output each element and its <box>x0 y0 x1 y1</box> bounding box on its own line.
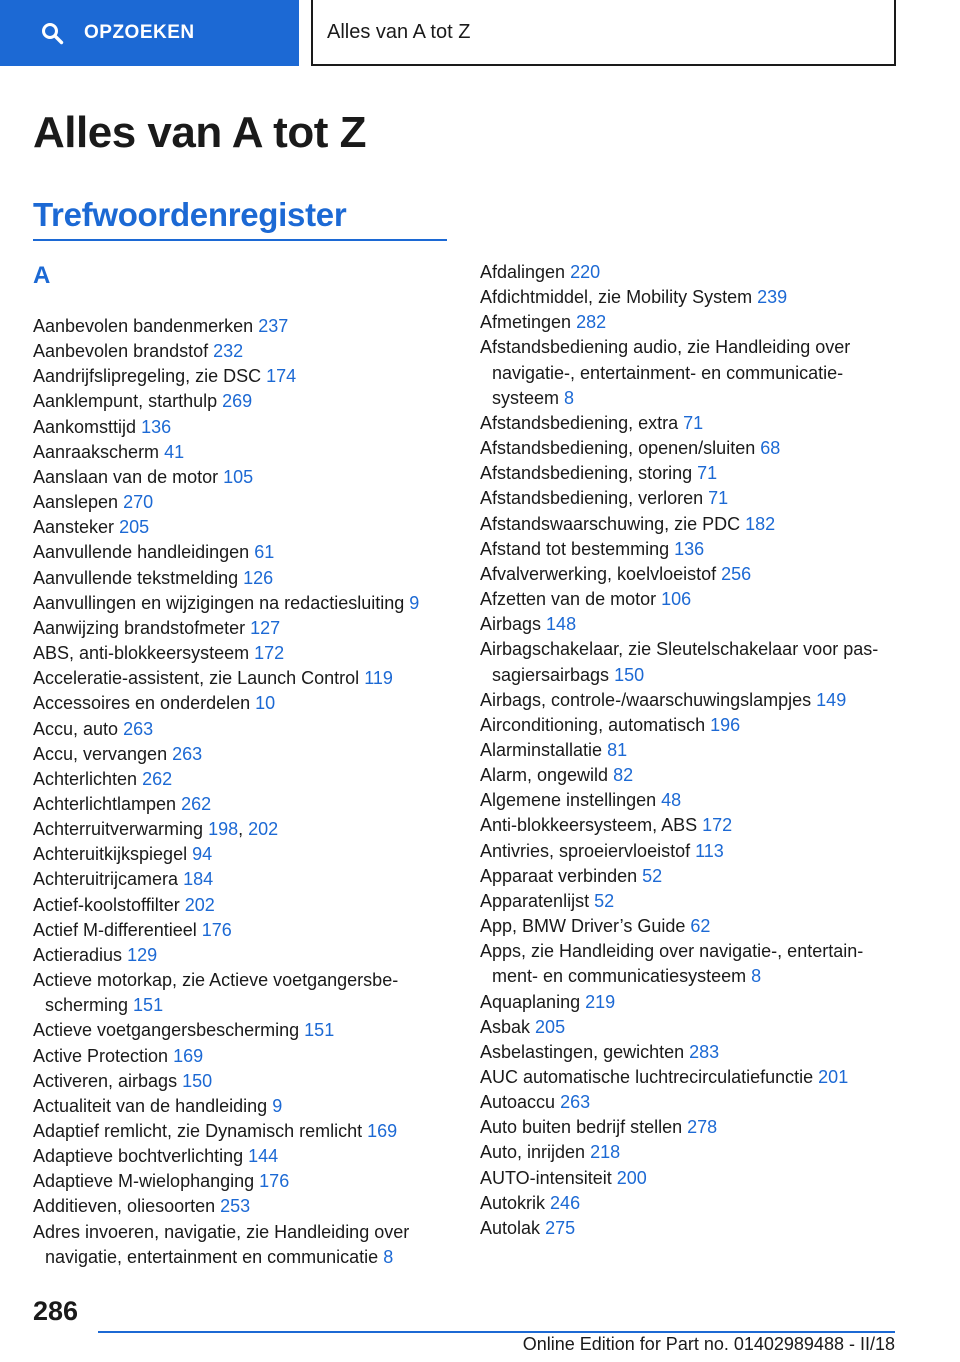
page-ref-link[interactable]: 52 <box>594 890 615 911</box>
page-ref-link[interactable]: 136 <box>141 416 172 437</box>
index-entry <box>480 1191 900 1216</box>
index-entry <box>480 461 900 486</box>
index-entry-text: Aanvullende handleidingen <box>33 542 250 563</box>
page-ref-link[interactable]: 94 <box>192 844 213 865</box>
index-entry-text: Aanvullende tekstmelding <box>33 567 239 588</box>
page-ref-link[interactable]: 269 <box>222 391 253 412</box>
index-entry-text: Aanvullingen en wijzigingen na redactiesluiting <box>33 592 405 613</box>
index-entry-text: Aanbevolen bandenmerken <box>33 316 254 336</box>
page-ref-link[interactable]: 262 <box>142 768 173 789</box>
index-entry-text: Afzetten van de motor <box>480 589 657 610</box>
index-entry: Achterruitverwarming 198, 202 <box>33 819 279 840</box>
page-ref-link[interactable]: 10 <box>255 693 276 714</box>
page-ref-link[interactable]: 263 <box>172 743 203 764</box>
page-ref-link[interactable]: 136 <box>674 538 705 559</box>
index-entry-text: Aansteker <box>33 517 115 538</box>
index-entry-text: Aandrijfslipregeling, zie DSC <box>33 366 262 387</box>
index-entry <box>33 364 453 389</box>
index-entry <box>33 1094 453 1119</box>
search-tab[interactable] <box>0 0 299 66</box>
index-entry-text: Aanbevolen brandstof <box>33 341 209 362</box>
index-entry <box>33 742 453 767</box>
index-entry <box>33 867 453 892</box>
index-entry <box>33 1044 453 1069</box>
page-ref-link[interactable]: 150 <box>614 664 645 685</box>
page-ref-link[interactable]: 263 <box>123 718 154 739</box>
page-ref-link[interactable]: 262 <box>181 793 212 814</box>
index-entry-text: Afstandsbediening, openen/sluiten <box>480 438 756 459</box>
index-entry-text: Accu, vervangen <box>33 743 168 764</box>
index-entry-text: Adaptieve bochtverlichting <box>33 1146 244 1167</box>
index-entry <box>480 864 900 889</box>
page-ref-link[interactable]: 169 <box>173 1045 204 1066</box>
index-entry <box>480 411 900 436</box>
page-ref-link[interactable]: 81 <box>607 739 628 760</box>
page-ref-link[interactable]: 205 <box>535 1016 566 1037</box>
index-entry-text: Asbak <box>480 1016 531 1037</box>
page-ref-link[interactable]: 71 <box>697 463 718 484</box>
index-entry-text: Afdalingen <box>480 262 566 282</box>
index-entry-text: Airbagschakelaar, zie Sleutelschakelaar voor pas-sagiersairbags <box>480 639 879 685</box>
index-entry-text: Accu, auto <box>33 718 119 739</box>
page-ref-link[interactable]: 150 <box>182 1070 213 1091</box>
page-ref-link[interactable]: 8 <box>751 966 762 987</box>
index-entry <box>480 788 900 813</box>
index-entry-text: Accessoires en onderdelen <box>33 693 251 714</box>
index-entry <box>480 990 900 1015</box>
index-entry <box>480 562 900 587</box>
index-entry-text: Afmetingen <box>480 312 572 333</box>
index-entry-text: Achteruitrijcamera <box>33 869 179 890</box>
page-ref-link[interactable]: 253 <box>220 1196 251 1217</box>
page-ref-link[interactable]: 106 <box>661 589 692 610</box>
letter-heading: A <box>33 262 51 289</box>
index-entry <box>33 616 453 641</box>
page-ref-link[interactable]: 202 <box>184 894 215 915</box>
page-ref-link[interactable]: 119 <box>364 668 393 689</box>
page-ref-link[interactable]: 232 <box>213 341 244 362</box>
index-entry <box>480 335 900 410</box>
index-entry <box>33 1069 453 1094</box>
page-ref-link[interactable]: 9 <box>272 1095 283 1116</box>
index-entry-text: AUC automatische luchtrecirculatiefunctie <box>480 1067 814 1087</box>
index-entry-text: Airconditioning, automatisch <box>480 714 706 735</box>
index-entry-text: Autolak <box>480 1217 541 1238</box>
index-entry-text: Afstandsbediening, storing <box>480 463 693 484</box>
index-entry-text: AUTO-intensiteit <box>480 1167 612 1188</box>
index-entry <box>480 1115 900 1140</box>
index-entry-text: ABS, anti-blokkeersysteem <box>33 643 250 664</box>
page-ref-link[interactable]: 218 <box>590 1142 621 1163</box>
index-entry-text: Afstand tot bestemming <box>480 538 670 559</box>
page-ref-link[interactable]: 246 <box>550 1192 581 1213</box>
page-ref-link[interactable]: 151 <box>304 1020 335 1041</box>
index-entry-text: Achterlichten <box>33 768 138 789</box>
index-entry <box>480 1216 900 1241</box>
index-entry <box>33 1144 453 1169</box>
index-entry-text: Afstandsbediening, extra <box>480 412 679 433</box>
index-entry <box>480 713 900 738</box>
index-entry-text: Aanslaan van de motor <box>33 466 219 487</box>
index-entry <box>33 767 453 792</box>
index-entry <box>33 666 453 691</box>
index-entry-text: Airbags, controle-/waarschuwingslampjes <box>480 689 812 710</box>
page-ref-link[interactable]: 68 <box>760 438 781 459</box>
index-entry <box>33 1018 453 1043</box>
index-entry-text: Aanwijzing brandstofmeter <box>33 617 246 638</box>
index-entry <box>33 566 453 591</box>
index-entry <box>480 1090 900 1115</box>
page-ref-link[interactable]: 282 <box>576 312 607 333</box>
index-entry <box>480 285 900 310</box>
page-ref-link[interactable]: 126 <box>243 567 274 588</box>
index-entry <box>480 486 900 511</box>
page-ref-link[interactable]: 169 <box>367 1121 398 1141</box>
page-number: 286 <box>33 1296 79 1326</box>
index-entry <box>33 1220 453 1270</box>
page-ref-link[interactable]: 196 <box>710 714 741 735</box>
index-entry-text: Anti-blokkeersysteem, ABS <box>480 815 698 836</box>
index-entry <box>480 939 900 989</box>
page-ref-link[interactable]: 283 <box>689 1041 720 1062</box>
page-ref-link[interactable]: 71 <box>708 488 729 509</box>
page-ref-link[interactable]: 275 <box>545 1217 576 1238</box>
index-entry-text: Apps, zie Handleiding over navigatie-, entertain-ment- en communicatiesysteem <box>480 941 864 987</box>
page-ref-link[interactable]: 270 <box>123 492 154 513</box>
index-entry <box>480 1166 900 1191</box>
page-ref-link[interactable]: 148 <box>546 614 577 635</box>
index-entry <box>480 1040 900 1065</box>
index-entry <box>480 637 900 687</box>
page-ref-link[interactable]: 182 <box>745 513 776 534</box>
page-ref-link[interactable]: 151 <box>133 995 164 1016</box>
index-entry <box>33 842 453 867</box>
search-tab-label: OPZOEKEN <box>84 22 195 43</box>
index-entry-text: Actieve voetgangersbescherming <box>33 1020 300 1041</box>
page-ref-link[interactable]: 184 <box>183 869 214 890</box>
page-ref-link[interactable]: 256 <box>721 563 752 584</box>
index-entry <box>33 591 453 616</box>
index-entry-text: Alarminstallatie <box>480 739 603 760</box>
index-entry <box>33 339 453 364</box>
page-ref-link[interactable]: 113 <box>695 840 724 861</box>
index-entry-text: Antivries, sproeiervloeistof <box>480 840 691 861</box>
page-ref-link[interactable]: 144 <box>248 1146 279 1167</box>
page-ref-link[interactable]: 172 <box>254 643 285 664</box>
index-entry <box>480 310 900 335</box>
index-entry <box>480 763 900 788</box>
breadcrumb[interactable] <box>311 0 896 66</box>
breadcrumb-label: Alles van A tot Z <box>327 20 471 43</box>
index-entry-text: Auto buiten bedrijf stellen <box>480 1117 683 1138</box>
index-entry-text: Auto, inrijden <box>480 1142 586 1163</box>
index-entry-text: Actieve motorkap, zie Actieve voetgangersbe-scherming <box>33 970 399 1016</box>
index-entry <box>480 1140 900 1165</box>
index-entry <box>480 839 900 864</box>
index-entry <box>33 465 453 490</box>
index-entry-text: Achterruitverwarming <box>33 819 204 840</box>
index-entry <box>33 792 453 817</box>
index-entry-text: App, BMW Driver’s Guide <box>480 916 686 937</box>
index-column-right <box>480 260 900 1241</box>
index-entry <box>33 314 453 339</box>
index-entry <box>480 436 900 461</box>
index-entry-text: Actief M-differentieel <box>33 919 197 940</box>
index-entry-text: Autokrik <box>480 1192 546 1213</box>
page-ref-link[interactable]: 82 <box>613 765 634 786</box>
index-entry <box>480 688 900 713</box>
page-ref-link[interactable]: 52 <box>642 865 663 886</box>
index-entry-text: Aankomsttijd <box>33 416 137 437</box>
page-ref-link[interactable]: 48 <box>661 790 682 811</box>
index-entry-text: Afvalverwerking, koelvloeistof <box>480 563 717 584</box>
page-ref-link[interactable]: 127 <box>250 617 281 638</box>
page-ref-link[interactable]: 105 <box>223 466 254 487</box>
index-entry <box>33 918 453 943</box>
index-list-left <box>33 314 453 1270</box>
index-entry-text: Activeren, airbags <box>33 1070 178 1091</box>
index-entry <box>480 587 900 612</box>
index-entry-text: Aanslepen <box>33 492 119 513</box>
page-ref-link[interactable]: 41 <box>164 441 185 462</box>
index-entry-text: Acceleratie-assistent, zie Launch Control <box>33 668 360 689</box>
page-ref-link[interactable]: 8 <box>383 1246 394 1267</box>
index-entry <box>480 537 900 562</box>
index-entry-text: Adaptieve M-wielophanging <box>33 1171 255 1192</box>
index-entry <box>480 738 900 763</box>
index-entry-text: Apparatenlijst <box>480 890 590 911</box>
index-entry-text: Achteruitkijkspiegel <box>33 844 188 865</box>
index-entry <box>33 440 453 465</box>
index-entry <box>33 691 453 716</box>
page-title: Alles van A tot Z <box>33 108 366 157</box>
index-entry-text: Asbelastingen, gewichten <box>480 1041 685 1062</box>
index-entry <box>33 1169 453 1194</box>
index-entry <box>33 717 453 742</box>
index-entry <box>33 943 453 968</box>
index-entry <box>33 641 453 666</box>
page-ref-link[interactable]: 172 <box>702 815 733 836</box>
page-ref-link[interactable]: 174 <box>266 366 297 387</box>
footer-edition: Online Edition for Part no. 01402989488 - II/18 <box>522 1334 895 1354</box>
page-ref-link[interactable]: 205 <box>119 517 150 538</box>
index-entry <box>33 893 453 918</box>
index-entry <box>33 389 453 414</box>
page-ref-link[interactable]: 198 <box>208 819 239 840</box>
page-ref-link[interactable]: 278 <box>687 1117 718 1138</box>
index-entry <box>480 889 900 914</box>
search-icon <box>40 21 64 45</box>
index-entry-text: Actief-koolstoffilter <box>33 894 180 915</box>
page-ref-link[interactable]: 71 <box>683 412 704 433</box>
page-ref-link[interactable]: 202 <box>248 819 279 840</box>
index-entry-text: Apparaat verbinden <box>480 865 638 886</box>
index-column-left <box>33 260 453 1270</box>
index-entry-text: Aanklempunt, starthulp <box>33 391 218 412</box>
index-entry-text: Aquaplaning <box>480 991 581 1012</box>
section-divider <box>33 239 447 241</box>
index-entry <box>480 914 900 939</box>
section-title: Trefwoordenregister <box>33 196 347 233</box>
index-entry-text: Alarm, ongewild <box>480 765 609 786</box>
page-ref-link[interactable]: 263 <box>560 1092 591 1113</box>
index-entry <box>33 515 453 540</box>
page-ref-link[interactable]: 9 <box>409 592 420 613</box>
page-ref-link[interactable]: 200 <box>616 1167 647 1188</box>
index-entry-text: Aanraakscherm <box>33 441 160 462</box>
index-entry <box>33 1119 453 1144</box>
index-entry <box>480 260 900 285</box>
page-ref-link[interactable]: 176 <box>201 919 232 940</box>
footer-divider <box>98 1331 895 1333</box>
index-entry <box>33 490 453 515</box>
index-entry-text: Adres invoeren, navigatie, zie Handleiding over navigatie, entertainment en communicatie <box>33 1221 410 1267</box>
page-ref-link[interactable]: 201 <box>818 1067 849 1087</box>
index-entry-text: Algemene instellingen <box>480 790 657 811</box>
index-entry <box>480 1015 900 1040</box>
index-entry-text: Afstandswaarschuwing, zie PDC <box>480 513 741 534</box>
page-ref-link[interactable]: 176 <box>259 1171 290 1192</box>
page-ref-link[interactable]: 220 <box>570 262 601 282</box>
index-entry <box>480 813 900 838</box>
index-entry-text: Airbags <box>480 614 542 635</box>
index-entry-text: Afdichtmiddel, zie Mobility System <box>480 287 753 308</box>
page-ref-link[interactable]: 237 <box>258 316 289 336</box>
index-entry <box>480 1065 900 1090</box>
index-entry-text: Actualiteit van de handleiding <box>33 1095 268 1116</box>
index-entry-text: Autoaccu <box>480 1092 556 1113</box>
index-entry-text: Active Protection <box>33 1045 169 1066</box>
page-ref-link[interactable]: 8 <box>564 387 575 408</box>
page-ref-link[interactable]: 62 <box>690 916 711 937</box>
index-entry <box>33 1194 453 1219</box>
page-ref-link[interactable]: 129 <box>127 944 158 965</box>
index-entry-text: Afstandsbediening, verloren <box>480 488 704 509</box>
page-ref-link[interactable]: 219 <box>585 991 616 1012</box>
index-entry <box>480 612 900 637</box>
page-ref-link[interactable]: 61 <box>254 542 275 563</box>
index-entry-text: Actieradius <box>33 944 123 965</box>
index-list-right <box>480 260 900 1241</box>
index-entry <box>480 512 900 537</box>
index-entry-text: Achterlichtlampen <box>33 793 177 814</box>
index-entry-text: Additieven, oliesoorten <box>33 1196 216 1217</box>
page-ref-link[interactable]: 149 <box>816 689 847 710</box>
page-ref-link[interactable]: 239 <box>757 287 788 308</box>
index-entry <box>33 540 453 565</box>
index-entry-text: Adaptief remlicht, zie Dynamisch remlicht <box>33 1121 363 1141</box>
index-entry-text: Afstandsbediening audio, zie Handleiding over navigatie-, entertainment- en communicatie-systeem <box>480 337 851 408</box>
index-entry <box>33 415 453 440</box>
index-entry <box>33 968 453 1018</box>
